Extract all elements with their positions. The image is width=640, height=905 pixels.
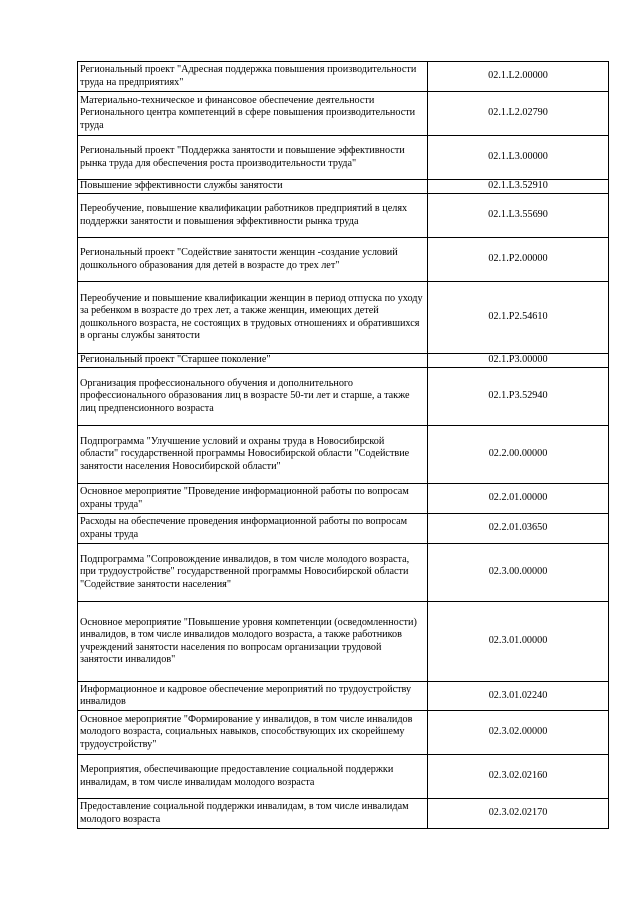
target-code-cell: 02.1.L2.00000 xyxy=(428,62,609,92)
program-name-cell: Подпрограмма "Улучшение условий и охраны труда в Новосибирской области" государственной программы Новосибирской области "Содействие занятости населения Новосибирской области" xyxy=(78,426,428,484)
program-name-cell: Региональный проект "Адресная поддержка повышения производительности труда на предприятиях" xyxy=(78,62,428,92)
program-name-cell: Информационное и кадровое обеспечение мероприятий по трудоустройству инвалидов xyxy=(78,682,428,711)
table-row xyxy=(78,92,609,136)
program-name-cell: Повышение эффективности службы занятости xyxy=(78,180,428,194)
program-name-cell: Региональный проект "Содействие занятости женщин -создание условий дошкольного образования для детей в возрасте до трех лет" xyxy=(78,238,428,282)
target-code-cell: 02.1.L2.02790 xyxy=(428,92,609,136)
program-name-cell: Региональный проект "Старшее поколение" xyxy=(78,354,428,368)
table-row xyxy=(78,682,609,711)
program-name-cell: Организация профессионального обучения и дополнительного профессионального образования лиц в возрасте 50-ти лет и старше, а также лиц предпенсионного возраста xyxy=(78,368,428,426)
target-code-cell: 02.3.00.00000 xyxy=(428,544,609,602)
program-name-cell: Региональный проект "Поддержка занятости и повышение эффективности рынка труда для обеспечения роста производительности труда" xyxy=(78,136,428,180)
program-name-cell: Предоставление социальной поддержки инвалидам, в том числе инвалидам молодого возраста xyxy=(78,799,428,829)
table-row xyxy=(78,354,609,368)
target-code-cell: 02.1.L3.55690 xyxy=(428,194,609,238)
target-code-cell: 02.2.01.00000 xyxy=(428,484,609,514)
table-row xyxy=(78,180,609,194)
program-name-cell: Расходы на обеспечение проведения информационной работы по вопросам охраны труда xyxy=(78,514,428,544)
table-row xyxy=(78,711,609,755)
target-code-cell: 02.2.00.00000 xyxy=(428,426,609,484)
target-code-cell: 02.1.P3.52940 xyxy=(428,368,609,426)
target-code-cell: 02.2.01.03650 xyxy=(428,514,609,544)
table-row xyxy=(78,194,609,238)
target-code-cell: 02.1.P2.54610 xyxy=(428,282,609,354)
table-row xyxy=(78,544,609,602)
target-code-cell: 02.3.01.02240 xyxy=(428,682,609,711)
target-code-cell: 02.1.P3.00000 xyxy=(428,354,609,368)
target-code-cell: 02.3.02.02170 xyxy=(428,799,609,829)
target-code-cell: 02.3.01.00000 xyxy=(428,602,609,682)
table-row xyxy=(78,368,609,426)
table-row xyxy=(78,62,609,92)
table-row xyxy=(78,426,609,484)
program-name-cell: Переобучение и повышение квалификации женщин в период отпуска по уходу за ребенком в возрасте до трех лет, а также женщин, имеющих детей дошкольного возраста, не состоящих в трудовых отношениях и обратившихся в органы службы занятости xyxy=(78,282,428,354)
program-name-cell: Основное мероприятие "Повышение уровня компетенции (осведомленности) инвалидов, в том числе инвалидов молодого возраста, а также работников учреждений занятости населения по вопросам организации трудовой занятости инвалидов" xyxy=(78,602,428,682)
table-row xyxy=(78,136,609,180)
table-row xyxy=(78,755,609,799)
table-row xyxy=(78,602,609,682)
table-row xyxy=(78,514,609,544)
target-code-cell: 02.3.02.02160 xyxy=(428,755,609,799)
target-code-cell: 02.1.L3.52910 xyxy=(428,180,609,194)
program-name-cell: Основное мероприятие "Проведение информационной работы по вопросам охраны труда" xyxy=(78,484,428,514)
table-row xyxy=(78,484,609,514)
program-name-cell: Подпрограмма "Сопровождение инвалидов, в том числе молодого возраста, при трудоустройстве" государственной программы Новосибирской области "Содействие занятости населения" xyxy=(78,544,428,602)
table-row xyxy=(78,799,609,829)
program-name-cell: Материально-техническое и финансовое обеспечение деятельности Регионального центра компетенций в сфере повышения производительности труда xyxy=(78,92,428,136)
target-code-cell: 02.1.L3.00000 xyxy=(428,136,609,180)
budget-classification-table xyxy=(77,61,609,829)
target-code-cell: 02.3.02.00000 xyxy=(428,711,609,755)
program-name-cell: Переобучение, повышение квалификации работников предприятий в целях поддержки занятости и повышения эффективности рынка труда xyxy=(78,194,428,238)
table-row xyxy=(78,238,609,282)
table-row xyxy=(78,282,609,354)
program-name-cell: Основное мероприятие "Формирование у инвалидов, в том числе инвалидов молодого возраста, социальных навыков, способствующих их скорейшему трудоустройству" xyxy=(78,711,428,755)
program-name-cell: Мероприятия, обеспечивающие предоставление социальной поддержки инвалидам, в том числе инвалидам молодого возраста xyxy=(78,755,428,799)
target-code-cell: 02.1.P2.00000 xyxy=(428,238,609,282)
